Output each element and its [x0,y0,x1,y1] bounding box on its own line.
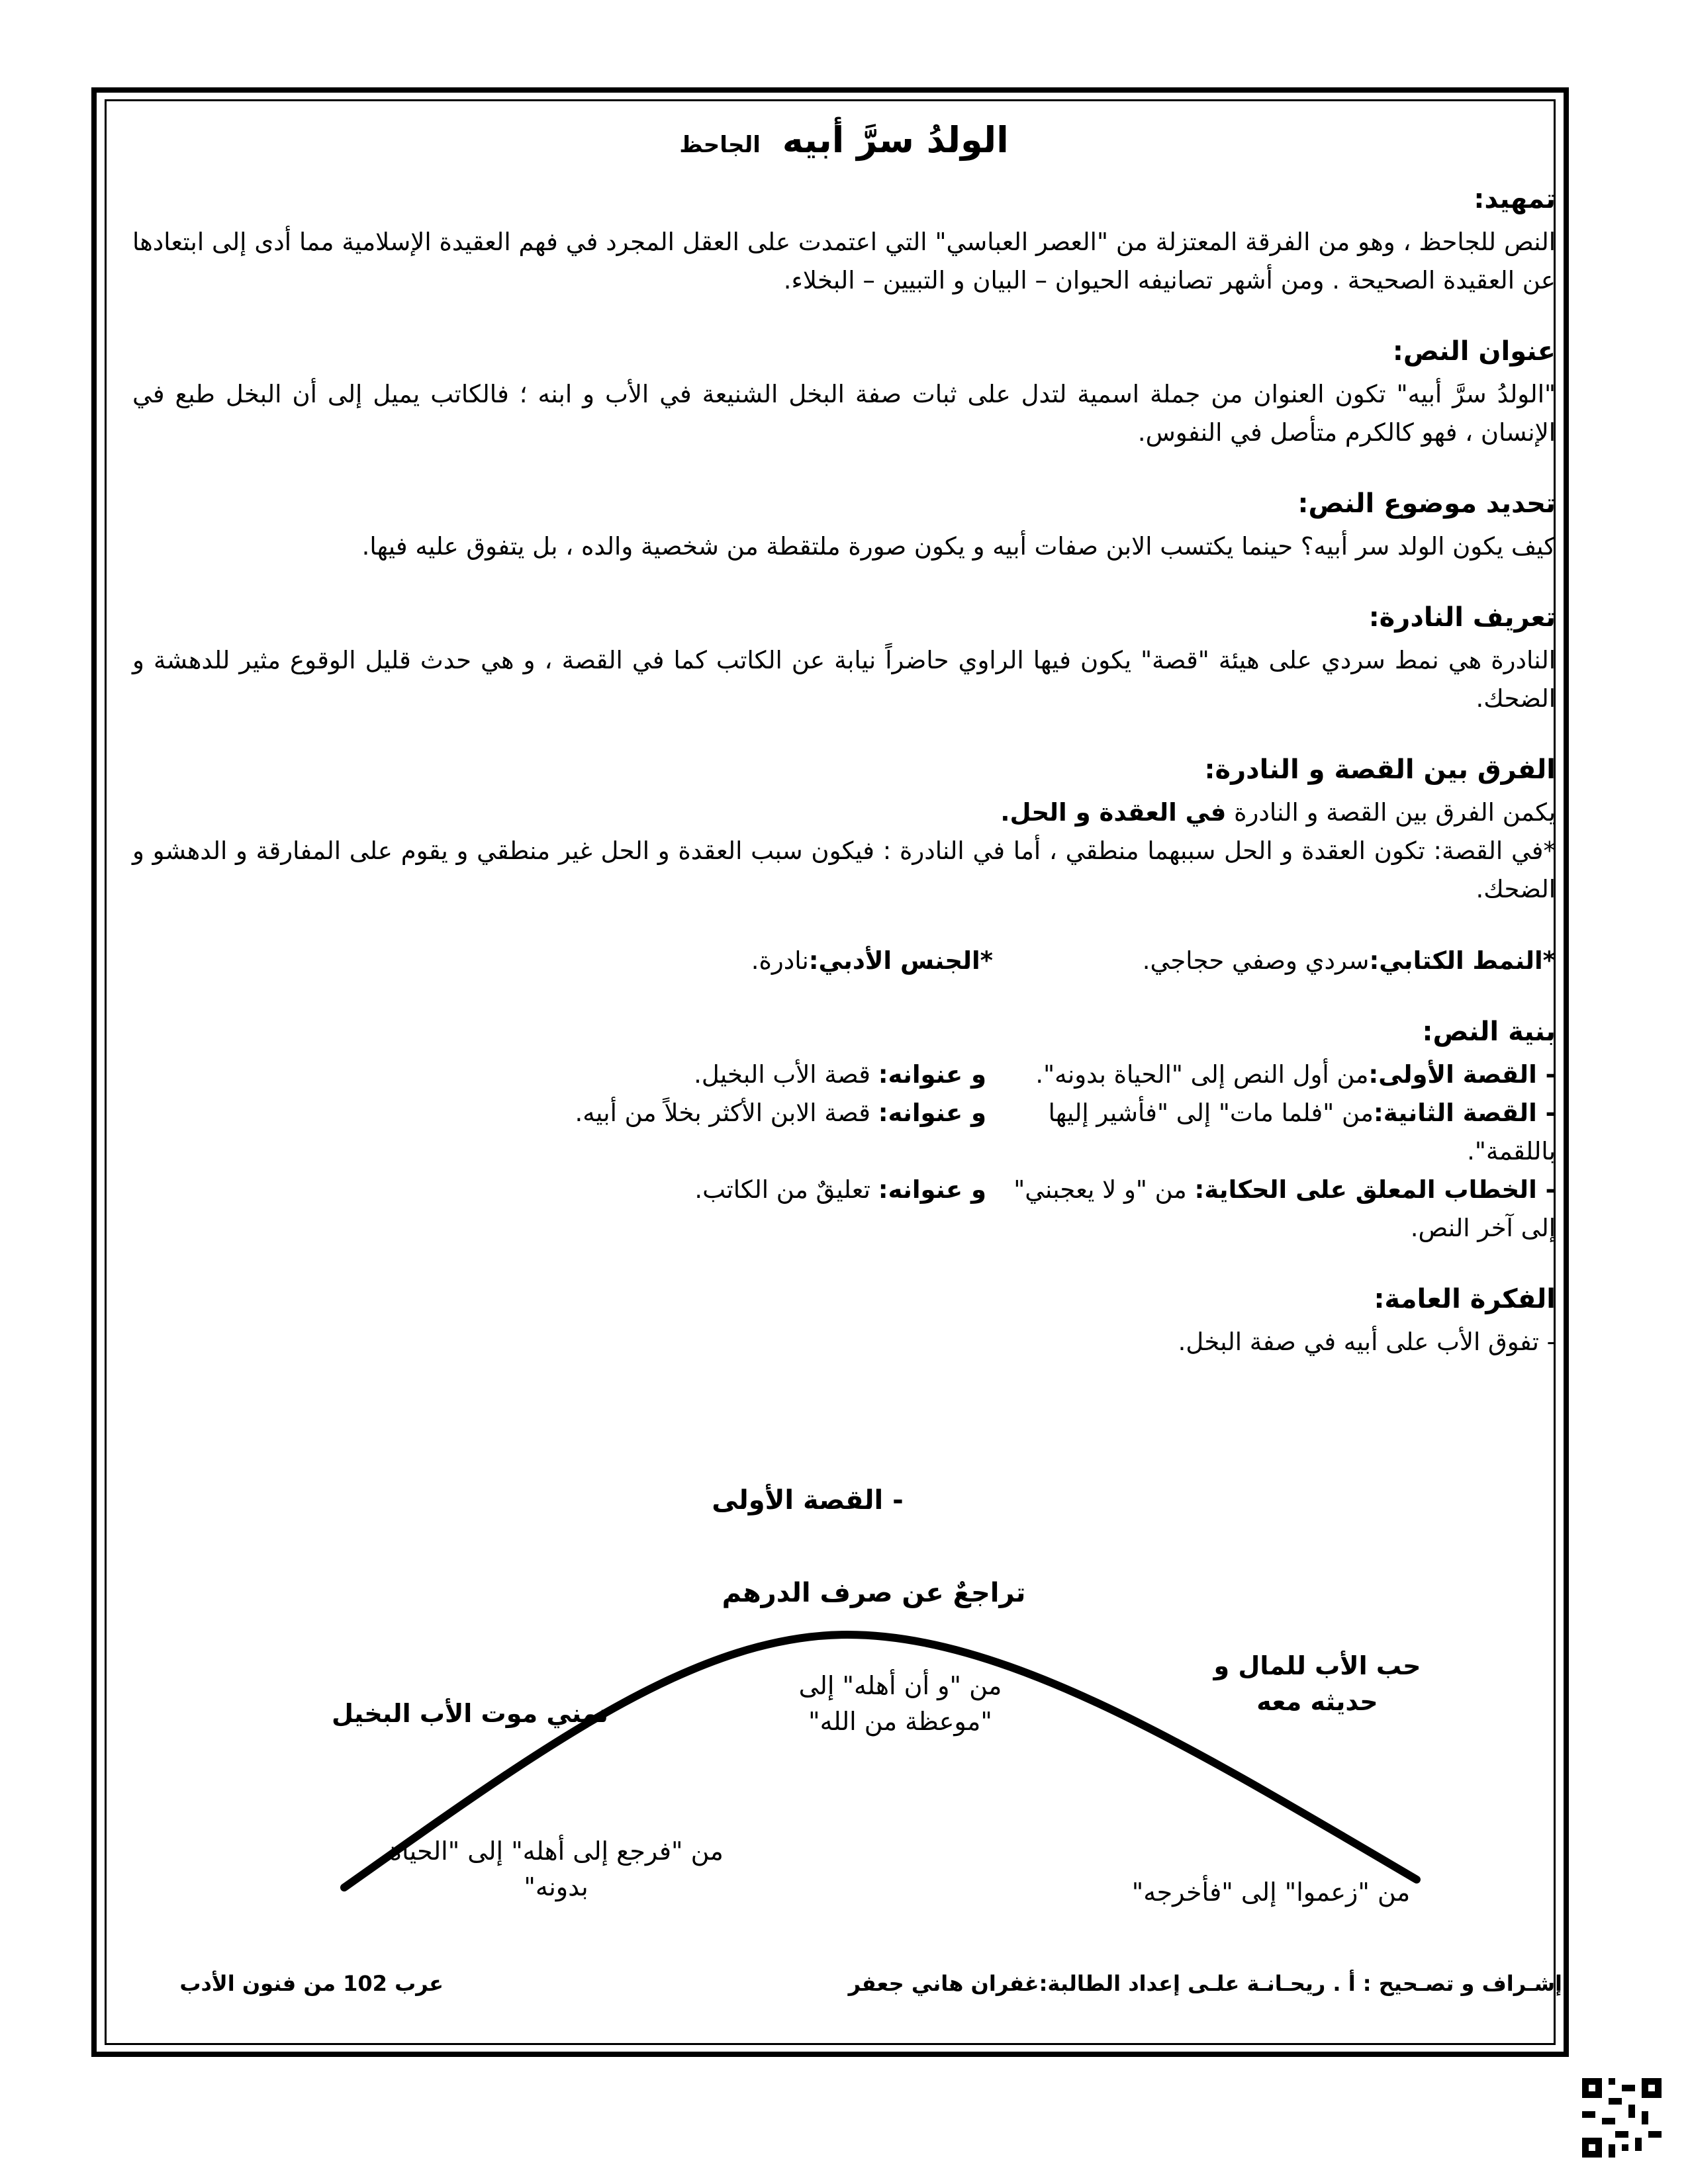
intro-text: النص للجاحظ ، وهو من الفرقة المعتزلة من "العصر العباسي" التي اعتمدت على العقل المجرد في فهم العقيدة الإسلامية مما أدى إلى ابتعادها عن العقيدة الصحيحة . ومن أشهر تصانيفه الحيوان – البيان و التبيين – البخلاء. [132,228,1556,295]
structure-label: - القصة الأولى: [1368,1060,1556,1089]
literary-genre-label: *الجنس الأدبي: [808,946,993,975]
pattern-row [132,942,1556,980]
footer-course: عرب 102 من فنون الأدب [179,1971,444,1996]
footer-credits: إشـراف و تصـحيح : أ . ريحـانـة علـى إعداد الطالبة:غفران هاني جعفر [848,1971,1562,1996]
structure-label: - القصة الثانية: [1373,1099,1556,1127]
structure-title-value: قصة الابن الأكثر بخلاً من أبيه. [575,1099,878,1127]
intro-heading: تمهيد: [1474,184,1556,214]
anecdote-section [132,599,1556,718]
general-idea-section [132,1281,1556,1361]
difference-heading: الفرق بين القصة و النادرة: [1204,754,1556,785]
structure-row [132,1171,1556,1248]
structure-heading: بنية النص: [1422,1017,1556,1047]
writing-pattern-label: *النمط الكتابي: [1369,946,1556,975]
topic-heading: تحديد موضوع النص: [1297,488,1556,519]
difference-line1-text: يكمن الفرق بين القصة و النادرة [1226,798,1556,827]
diagram-peak-range: من "و أن أهله" إلى "موعظة من الله" [798,1671,1002,1736]
writing-pattern [993,942,1556,980]
title-section-text: "الولدُ سرَّ أبيه" تكون العنوان من جملة اسمية لتدل على ثبات صفة البخل الشنيعة في الأب و ابنه ؛ فالكاتب يميل إلى أن البخل طبع في الإنسان ، فهو كالكرم متأصل في النفوس. [132,380,1556,447]
diagram-right-range: من "زعموا" إلى "فأخرجه" [1131,1878,1411,1907]
structure-section [132,1013,1556,1248]
diagram-peak-label: تراجعٌ عن صرف الدرهم [722,1578,1026,1608]
difference-line1-bold: في العقدة و الحل. [1000,798,1227,827]
general-idea-text: - تفوق الأب على أبيه في صفة البخل. [1178,1328,1556,1356]
structure-range: من "فلما مات" إلى "فأشير إليها باللقمة". [1048,1099,1556,1165]
topic-text: كيف يكون الولد سر أبيه؟ حينما يكتسب الابن صفات أبيه و يكون صورة ملتقطة من شخصية والده ، بل يتفوق عليه فيها. [361,532,1556,561]
topic-section [132,485,1556,566]
structure-range: من أول النص إلى "الحياة بدونه". [1035,1060,1369,1089]
structure-range: من "و لا يعجبني" إلى آخر النص. [1013,1175,1556,1242]
qr-code-icon [1582,2078,1662,2158]
structure-label: - الخطاب المعلق على الحكاية: [1194,1175,1556,1204]
difference-line2: *في القصة: تكون العقدة و الحل سببهما منطقي ، أما في النادرة : فيكون سبب العقدة و الحل غير منطقي و يقوم على المفارقة و الدهشو و الضحك. [132,837,1556,903]
title-section [132,333,1556,452]
difference-line1 [132,794,1556,832]
difference-section [132,751,1556,909]
title-text: الولدُ سرَّ أبيه [782,119,1009,161]
diagram-left-range: من "فرجع إلى أهله" إلى "الحياة بدونه" [389,1837,724,1901]
literary-genre-value: نادرة. [751,946,809,975]
structure-row [132,1094,1556,1171]
structure-title-label: و عنوانه: [878,1099,986,1127]
intro-section [132,181,1556,300]
diagram-left-label: تمني موت الأب البخيل [331,1699,609,1728]
anecdote-text: النادرة هي نمط سردي على هيئة "قصة" يكون فيها الراوي حاضراً نيابة عن الكاتب كما في القصة ، و هي حدث قليل الوقوع مثير للدهشة و الضحك. [132,646,1556,713]
structure-title-label: و عنوانه: [878,1060,986,1089]
diagram-right-label: حب الأب للمال و حديثه معه [1213,1651,1421,1716]
general-idea-heading: الفكرة العامة: [1374,1284,1556,1314]
writing-pattern-value: سردي وصفي حجاجي. [1142,946,1370,975]
worksheet [132,113,1556,2032]
structure-title-label: و عنوانه: [878,1175,986,1204]
author-name: الجاحظ [679,132,761,158]
structure-title-value: قصة الأب البخيل. [694,1060,878,1089]
title-section-heading: عنوان النص: [1392,336,1556,367]
structure-row [132,1056,1556,1094]
diagram-heading: - القصة الأولى [712,1485,904,1516]
structure-title-value: تعليقٌ من الكاتب. [694,1175,878,1204]
anecdote-heading: تعريف النادرة: [1368,602,1556,633]
literary-genre [751,942,993,980]
page-title [132,119,1556,161]
